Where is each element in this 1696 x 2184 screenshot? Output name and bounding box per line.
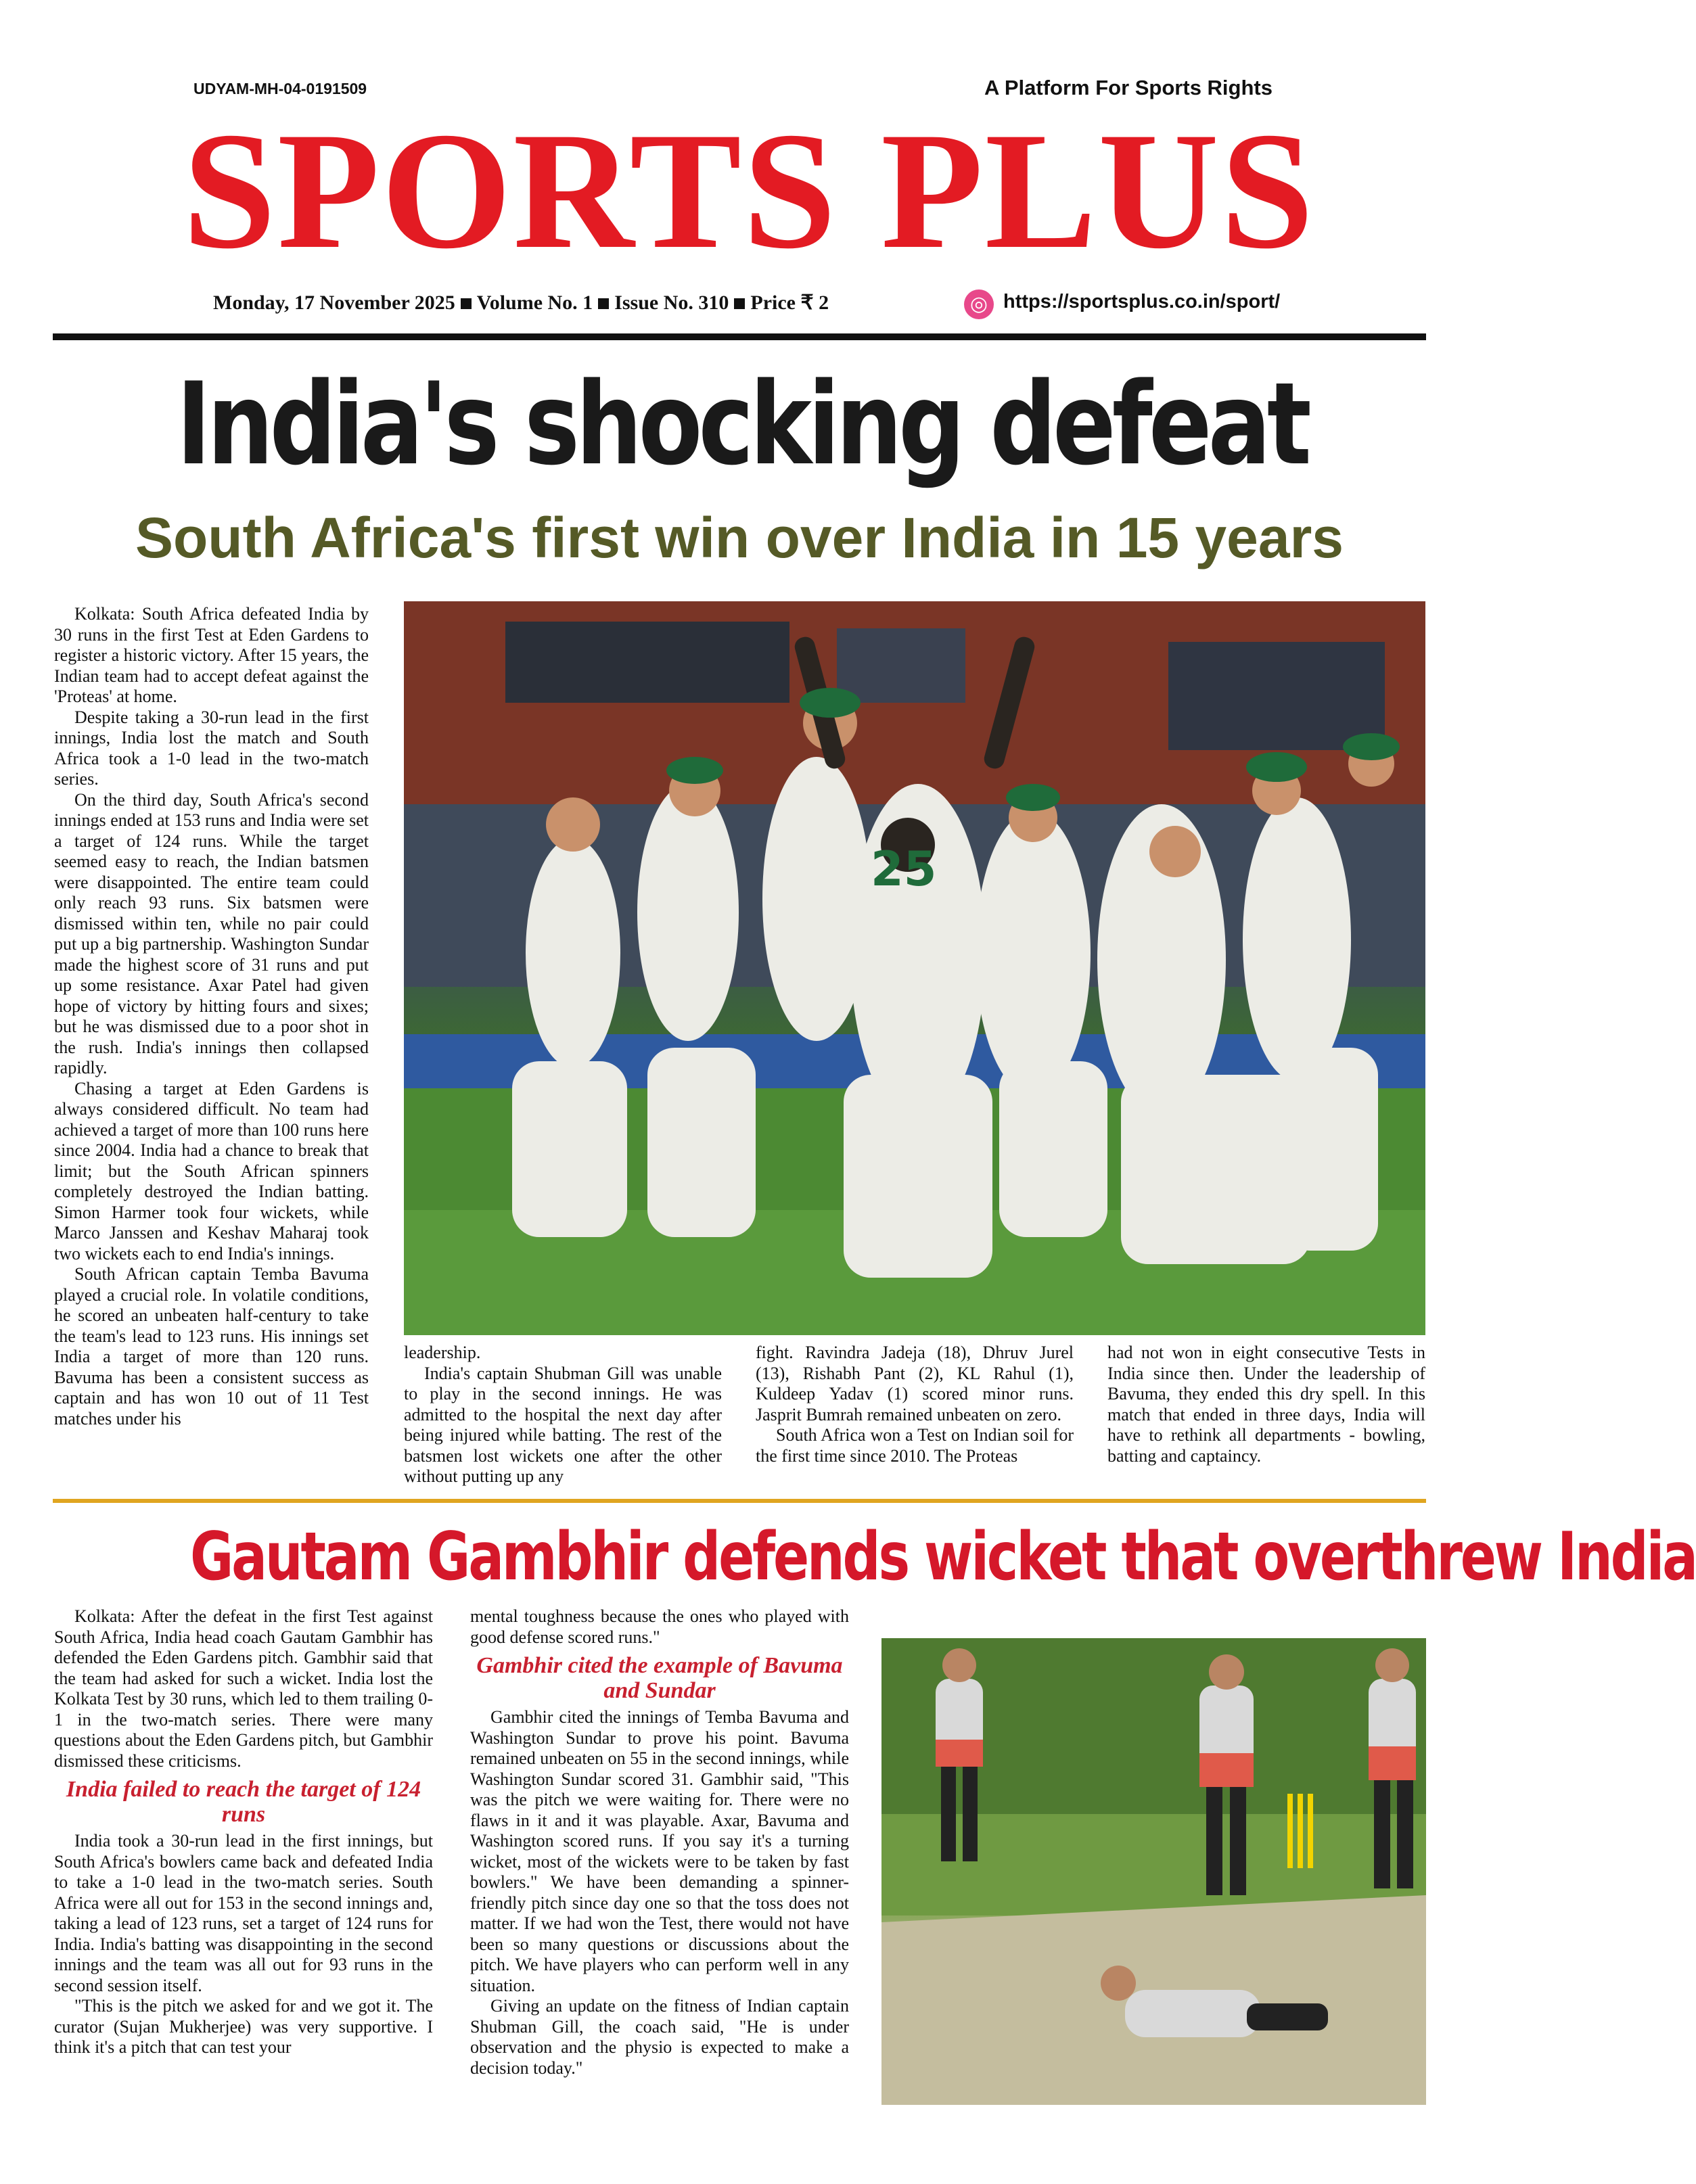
- paragraph: Despite taking a 30-run lead in the first innings, India lost the match and South Africa took a 1-0 lead in the two-match series.: [54, 707, 369, 789]
- masthead-title: SPORTS PLUS: [183, 97, 1315, 283]
- volume-number: Volume No. 1: [476, 292, 593, 314]
- paragraph: had not won in eight consecutive Tests in India since then. Under the leadership of Bavuma, they ended this dry spell. In this match that ended in three days, India will have to rethink all departments - bowling, batting and captaincy.: [1107, 1343, 1425, 1466]
- indian-team-practice-pitch-photo: [881, 1638, 1426, 2105]
- separator-square-icon: [598, 298, 609, 309]
- paragraph: Gambhir cited the innings of Temba Bavuma and Washington Sundar to prove his point. Bavuma remained unbeaten on 55 in the second innings, while Washington Sundar scored 31. Gambhir said, "This was the pitch we were waiting for. There were no flaws in it and it was playable. Axar, Bavuma and Washington scored runs. If you say it's a turning wicket, most of the wickets were to be taken by fast bowlers." We have been demanding a spinner-friendly pitch since day one so that the toss does not matter. If we had won the Test, there would not have been so many questions or discussions about the pitch. We have players who can perform well in any situation.: [470, 1707, 849, 1995]
- main-headline: India's shocking defeat: [176, 358, 1308, 490]
- paragraph: On the third day, South Africa's second innings ended at 153 runs and India were set a target of 124 runs. While the target seemed easy to reach, the Indian batsmen were disappointed. The entire team could only reach 93 runs. Six batsmen were dismissed within ten, while no pair could put up a big partnership. Washington Sundar made the highest score of 31 runs and put up some resistance. Axar Patel had given hope of victory by hitting fours and sixes; but he was dismissed due to a poor shot in the rush. India's innings then collapsed rapidly.: [54, 789, 369, 1077]
- paragraph: fight. Ravindra Jadeja (18), Dhruv Jurel (13), Rishabh Pant (2), KL Rahul (1), Kuldeep Yadav (1) scored minor runs. Jasprit Bumrah remained unbeaten on zero.: [756, 1343, 1074, 1424]
- section-divider: [53, 1499, 1426, 1503]
- paragraph: South African captain Temba Bavuma played a crucial role. In volatile conditions, he scored an unbeaten half-century to take the team's lead to 123 runs. His innings set India a target of more than 120 runs. Bavuma has been a consistent success as captain and has won 10 out of 11 Test matches under his: [54, 1264, 369, 1428]
- paragraph: India's captain Shubman Gill was unable to play in the second innings. He was admitted to the hospital the next day after being injured while batting. The rest of the batsmen lost wickets one after the other without putting up any: [404, 1363, 722, 1486]
- south-africa-team-celebration-photo: [404, 601, 1425, 1335]
- tagline: A Platform For Sports Rights: [984, 76, 1273, 99]
- subheading: Gambhir cited the example of Bavuma and Sundar: [476, 1653, 843, 1703]
- second-headline: Gautam Gambhir defends wicket that overthrew India: [190, 1518, 1696, 1596]
- paragraph: leadership.: [404, 1343, 481, 1362]
- main-subheadline: South Africa's first win over India in 15 years: [135, 506, 1344, 570]
- paragraph: "This is the pitch we asked for and we got it. The curator (Sujan Mukherjee) was very supportive. I think it's a pitch that can test your: [54, 1996, 433, 2057]
- paragraph: Giving an update on the fitness of Indian captain Shubman Gill, the coach said, "He is under observation and the physio is expected to make a decision today.": [470, 1996, 849, 2078]
- story1-column-1: [54, 604, 369, 1429]
- paragraph: mental toughness because the ones who played with good defense scored runs.": [470, 1606, 849, 1647]
- dribbble-icon: ◎: [964, 289, 994, 319]
- issue-number: Issue No. 310: [614, 292, 729, 314]
- story1-column-2: [404, 1343, 722, 1487]
- paragraph: Kolkata: South Africa defeated India by 30 runs in the first Test at Eden Gardens to register a historic victory. After 15 years, the Indian team had to accept defeat against the 'Proteas' at home.: [54, 604, 369, 706]
- story1-column-3: [756, 1343, 1074, 1466]
- story1-column-4: [1107, 1343, 1425, 1466]
- separator-square-icon: [461, 298, 472, 309]
- website-link[interactable]: https://sportsplus.co.in/sport/: [1003, 291, 1281, 312]
- udyam-number: UDYAM-MH-04-0191509: [193, 80, 367, 97]
- paragraph: Chasing a target at Eden Gardens is always considered difficult. No team had achieved a target of more than 100 runs here since 2004. India had a chance to break that limit; but the South African spinners completely destroyed the Indian batting. Simon Harmer took four wickets, while Marco Janssen and Keshav Maharaj took two wickets each to end India's innings.: [54, 1078, 369, 1263]
- issue-date: Monday, 17 November 2025: [213, 292, 455, 314]
- price: Price ₹ 2: [750, 292, 829, 314]
- paragraph: Kolkata: After the defeat in the first Test against South Africa, India head coach Gautam Gambhir has defended the Eden Gardens pitch. Gambhir said that the team had asked for such a wicket. India lost the Kolkata Test by 30 runs, which led to them trailing 0-1 in the two-match series. There were many questions about the Eden Gardens pitch, but Gambhir dismissed these criticisms.: [54, 1606, 433, 1771]
- svg-text:25: 25: [871, 841, 937, 897]
- paragraph: India took a 30-run lead in the first innings, but South Africa's bowlers came back and defeated India to take a 1-0 lead in the two-match series. South Africa were all out for 153 in the second innings and, taking a lead of 123 runs, set a target of 124 runs for India. India's batting was disappointing in the second innings and the team was all out for 93 runs in the second session itself.: [54, 1831, 433, 1995]
- story2-column-1: [54, 1606, 433, 2058]
- story2-column-2: [470, 1606, 849, 2078]
- header-rule: [53, 333, 1426, 340]
- paragraph: South Africa won a Test on Indian soil for the first time since 2010. The Proteas: [756, 1425, 1074, 1466]
- subheading: India failed to reach the target of 124 runs: [66, 1777, 421, 1827]
- dateline: [213, 291, 829, 315]
- separator-square-icon: [734, 298, 745, 309]
